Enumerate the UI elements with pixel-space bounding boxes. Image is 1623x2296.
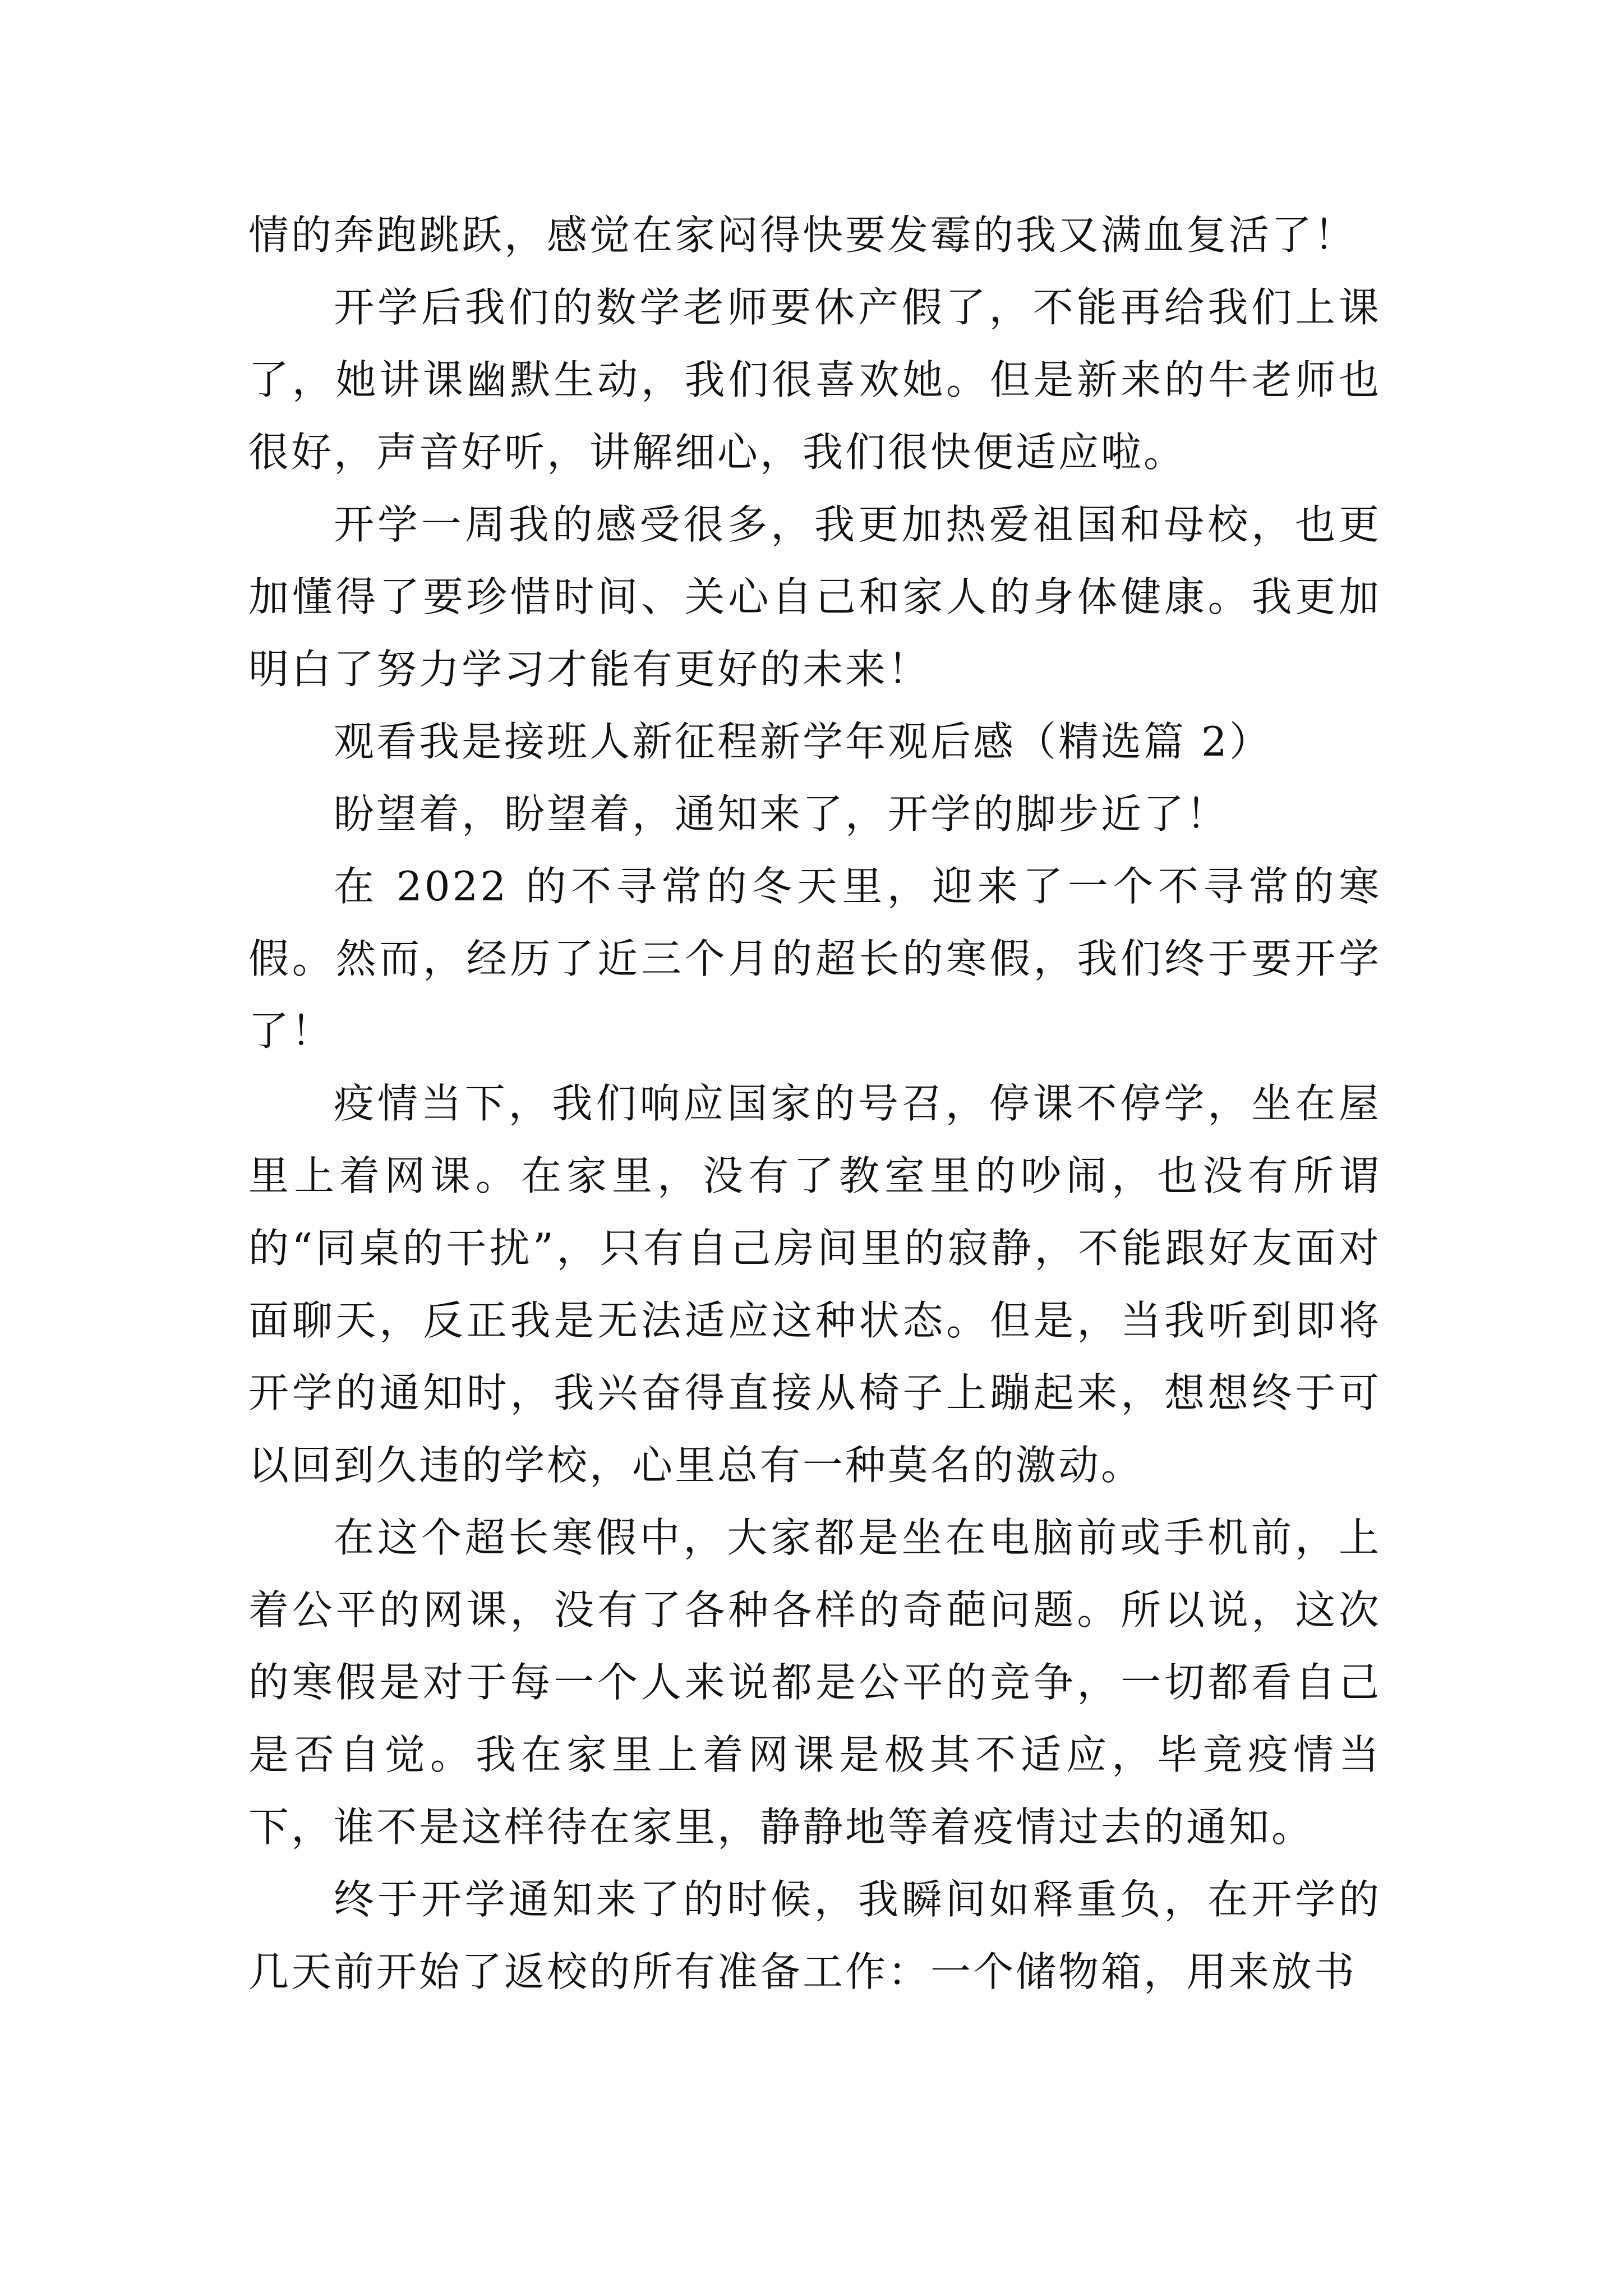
section-heading: 观看我是接班人新征程新学年观后感（精选篇 2） — [334, 718, 1272, 765]
document-body — [248, 199, 1381, 2008]
paragraph: 终于开学通知来了的时候，我瞬间如释重负，在开学的几天前开始了返校的所有准备工作：一个储物箱，用来放书 — [248, 1876, 1381, 1995]
paragraph: 在 2022 的不寻常的冬天里，迎来了一个不寻常的寒假。然而，经历了近三个月的超长的寒假，我们终于要开学了！ — [248, 863, 1381, 1055]
paragraph: 开学后我们的数学老师要休产假了，不能再给我们上课了，她讲课幽默生动，我们很喜欢她。但是新来的牛老师也很好，声音好听，讲解细心，我们很快便适应啦。 — [248, 284, 1381, 476]
paragraph: 盼望着，盼望着，通知来了，开学的脚步近了！ — [334, 790, 1229, 838]
paragraph: 疫情当下，我们响应国家的号召，停课不停学，坐在屋里上着网课。在家里，没有了教室里的吵闹，也没有所谓的“同桌的干扰”，只有自己房间里的寂静，不能跟好友面对面聊天，反正我是无法适应这种状态。但是，当我听到即将开学的通知时，我兴奋得直接从椅子上蹦起来，想想终于可以回到久违的学校，心里总有一种莫名的激动。 — [248, 1080, 1381, 1489]
paragraph: 在这个超长寒假中，大家都是坐在电脑前或手机前，上着公平的网课，没有了各种各样的奇葩问题。所以说，这次的寒假是对于每一个人来说都是公平的竞争，一切都看自己是否自觉。我在家里上着网课是极其不适应，毕竟疫情当下，谁不是这样待在家里，静静地等着疫情过去的通知。 — [248, 1514, 1381, 1851]
paragraph-continuation: 情的奔跑跳跃，感觉在家闷得快要发霉的我又满血复活了！ — [248, 211, 1357, 259]
paragraph: 开学一周我的感受很多，我更加热爱祖国和母校，也更加懂得了要珍惜时间、关心自己和家人的身体健康。我更加明白了努力学习才能有更好的未来！ — [248, 501, 1381, 693]
